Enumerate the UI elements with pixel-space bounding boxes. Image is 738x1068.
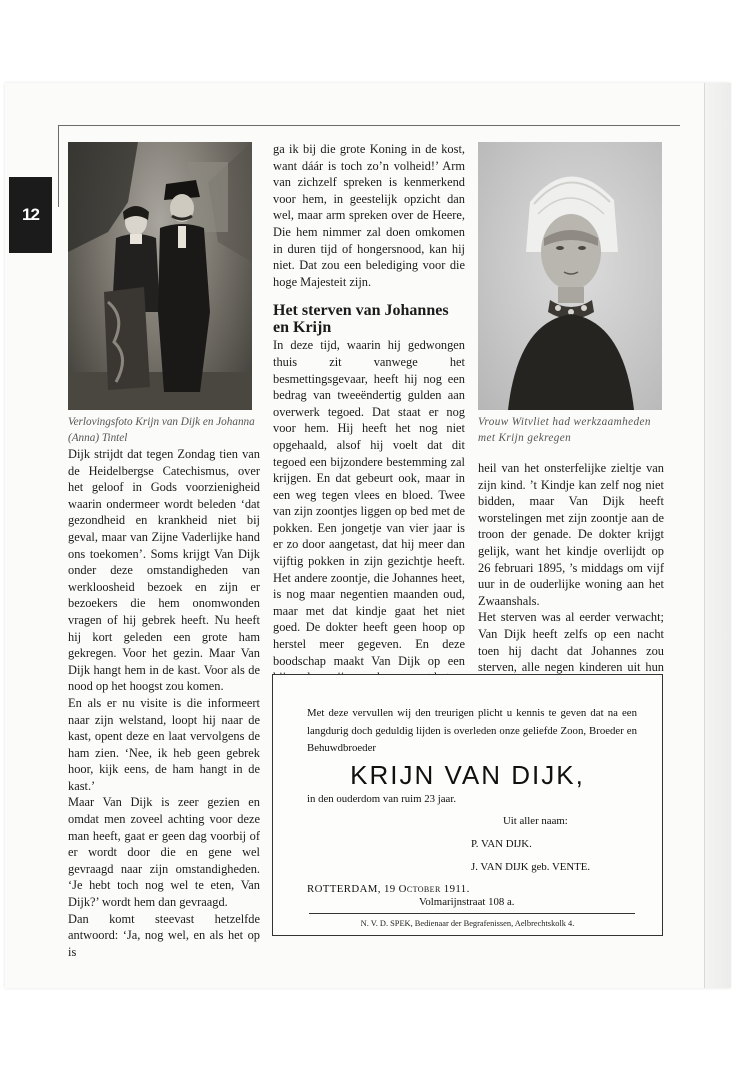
death-notice (272, 674, 663, 936)
notice-deceased-name: KRIJN VAN DIJK, (350, 760, 585, 790)
engagement-photo (68, 142, 252, 410)
notice-address: Volmarijnstraat 108 a. (419, 896, 515, 908)
page-number: 12 (22, 205, 39, 224)
paragraph: Het sterven was al eerder verwacht; Van Dijk heeft zelfs op een nacht toen hij dacht dat Johannes zou sterven, alle negen kinderen uit hun (478, 610, 664, 675)
paragraph: Dan komt steevast hetzelfde antwoord: ‘Ja, nog wel, en als het op is (68, 911, 260, 959)
witvliet-portrait-photo (478, 142, 662, 410)
section-heading: Het sterven van Johannes en Krijn (273, 302, 449, 337)
notice-signer-1: P. VAN DIJK. (471, 838, 532, 850)
notice-place-date: ROTTERDAM, 19 October 1911. (307, 883, 470, 895)
paragraph: Maar Van Dijk is zeer gezien en omdat men zoveel achting voor deze man heeft, gaat er geen dag voorbij of er wordt door die en gene wel gevraagd naar zijn omstandigheden. ‘Je hebt toch nog wel te eten, Van Dijk?’ wordt hem dan gevraagd. (68, 795, 260, 910)
witvliet-photo-caption: Vrouw Witvliet had werkzaamheden met Krijn gekregen (478, 416, 651, 444)
frame-line-top (58, 125, 680, 126)
notice-body: Met deze vervullen wij den treurigen plicht u kennis te geven dat na een langdurig doch geduldig lijden is overleden onze geliefde Zoon, Broeder en Behuwdbroeder (307, 707, 637, 754)
paragraph: Dijk strijdt dat tegen Zondag tien van de Heidelbergse Catechismus, over het geloof in Gods voorzienigheid waarin ondermeer wordt beleden ‘dat gezondheid en krankheid niet bij geval, maar van Zijne Vaderlijke hand ons toekomen’. Soms krijgt Van Dijk onder deze omstandigheden van werkloosheid bezoek en zijn er bezoekers die hem onomwonden vragen of hij gebrek heeft. Nu heeft hij kort geleden een grote ham gekregen. Voor het gezin. Maar Van Dijk hangt hem in de kast. Voor als de nood op het hoogst zou komen. (68, 447, 260, 694)
paragraph: heil van het onsterfelijke zieltje van zijn kind. ’t Kindje kan zelf nog niet bidden, maar Van Dijk heeft worstelingen met zijn zoontje aan de troon der genade. De dokter krijgt gelijk, want het kindje overlijdt op 26 februari 1895, ’s middags om vijf uur in de ouderlijke woning aan het Zwaanshals. (478, 461, 664, 608)
notice-on-behalf: Uit aller naam: (503, 815, 568, 827)
notice-signer-2: J. VAN DIJK geb. VENTE. (471, 861, 591, 873)
witvliet-portrait-image (478, 142, 662, 410)
page-fold (704, 83, 731, 988)
text-column-3 (478, 460, 664, 692)
engagement-photo-caption: Verlovingsfoto Krijn van Dijk en Johanna (Anna) Tintel (68, 416, 255, 444)
frame-line-left (58, 125, 59, 207)
paragraph: ga ik bij die grote Koning in de kost, want dáár is toch zo’n volheid!’ Arm van zichzelf spreken is kenmerkend voor hem, in geestelijk opzicht dan wel, maar arm spreken over de Heere, Die hem nimmer zal doen omkomen in duren tijd of hongersnood, kan hij niet. Dat zou een belediging voor die hoge Majesteit zijn. (273, 142, 465, 289)
text-column-2 (273, 141, 465, 686)
notice-undertaker: N. V. D. SPEK, Bedienaar der Begrafenissen, Aelbrechtskolk 4. (360, 919, 575, 928)
engagement-photo-image (68, 142, 252, 410)
paragraph: En als er nu visite is die informeert naar zijn welstand, loopt hij naar de kast, opent deze en laat vervolgens de ham zien. ‘Nee, ik heb geen gebrek hoor, kijk eens, de ham hangt in de kast.’ (68, 695, 260, 793)
notice-age: in den ouderdom van ruim 23 jaar. (307, 793, 457, 805)
notice-divider (309, 913, 635, 914)
paragraph: In deze tijd, waarin hij gedwongen thuis zit vanwege het besmettingsgevaar, heeft hij nog een bedrag van tweeëndertig gulden aan overwerk tegoed. Dat staat er nog voor hem. Hij heeft het nog niet opgehaald, alsof hij voelt dat dit tegoed een bijzondere bestemming zal krijgen. En dat gebeurt ook, maar in een weg tegen vlees en bloed. Twee van zijn zoontjes liggen op bed met de pokken. Een jongetje van vier jaar is er zo door aangetast, dat hij meer dan vijftig pokken in zijn gezichtje heeft. Het andere zoontje, die Johannes heet, is nog maar negentien maanden oud, maar met dat kindje gaat het niet goed. De dokter heeft geen hoop op herstel meer gegeven. En deze boodschap maakt Van Dijk op een (273, 338, 465, 668)
text-column-1 (68, 446, 260, 960)
